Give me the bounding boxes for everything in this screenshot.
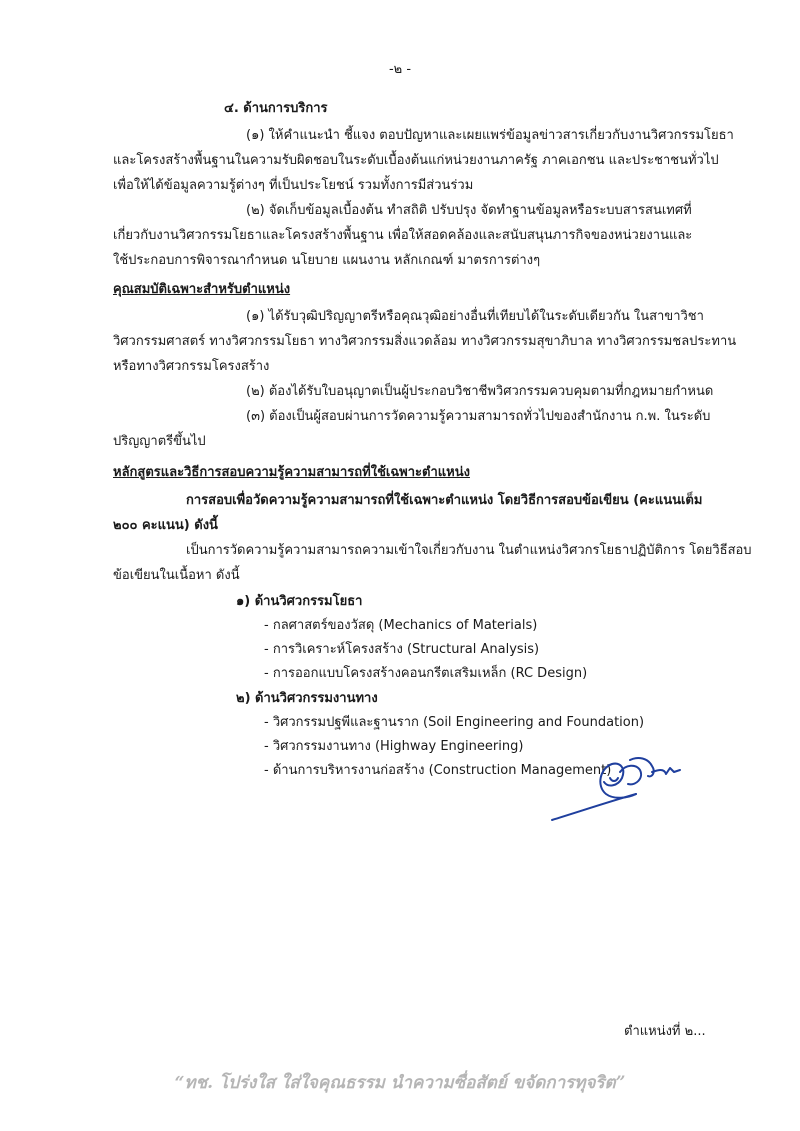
qualification-3-line1: (๓) ต้องเป็นผู้สอบผ่านการวัดความรู้ความสามารถทั่วไปของสำนักงาน ก.พ. ในระดับ (246, 409, 711, 424)
service-p1-line2: และโครงสร้างพื้นฐานในความรับผิดชอบในระดับเบื้องต้นแก่หน่วยงานภาครัฐ ภาคเอกชน และประชาชนทั่วไป (113, 153, 719, 168)
next-page-note: ตำแหน่งที่ ๒... (624, 1024, 706, 1039)
footer-slogan: “ทช. โปร่งใส ใส่ใจคุณธรรม นำความซื่อสัตย์ ขจัดการทุจริต” (174, 1073, 626, 1093)
qualifications-heading: คุณสมบัติเฉพาะสำหรับตำแหน่ง (113, 282, 291, 297)
exam-desc-line1: เป็นการวัดความรู้ความสามารถความเข้าใจเกี่ยวกับงาน ในตำแหน่งวิศวกรโยธาปฏิบัติการ โดยวิธีสอบ (186, 543, 752, 558)
service-p1-line1: (๑) ให้คำแนะนำ ชี้แจง ตอบปัญหาและเผยแพร่ข้อมูลข่าวสารเกี่ยวกับงานวิศวกรรมโยธา (246, 128, 734, 143)
topic-2-item: - ด้านการบริหารงานก่อสร้าง (Construction Management) (264, 763, 612, 778)
topic-2-item: - วิศวกรรมปฐพีและฐานราก (Soil Engineering and Foundation) (264, 715, 645, 730)
service-heading: ๔. ด้านการบริการ (224, 101, 328, 116)
service-p2-line1: (๒) จัดเก็บข้อมูลเบื้องต้น ทำสถิติ ปรับปรุง จัดทำฐานข้อมูลหรือระบบสารสนเทศที่ (246, 203, 692, 218)
qualification-1-line1: (๑) ได้รับวุฒิปริญญาตรีหรือคุณวุฒิอย่างอื่นที่เทียบได้ในระดับเดียวกัน ในสาขาวิชา (246, 309, 704, 324)
service-p1-line3: เพื่อให้ได้ข้อมูลความรู้ต่างๆ ที่เป็นประโยชน์ รวมทั้งการมีส่วนร่วม (113, 178, 474, 193)
topic-1-title: ๑) ด้านวิศวกรรมโยธา (236, 594, 363, 609)
topic-2-title: ๒) ด้านวิศวกรรมงานทาง (236, 691, 378, 706)
topic-1-item: - การออกแบบโครงสร้างคอนกรีตเสริมเหล็ก (RC Design) (264, 666, 588, 681)
topic-1-item: - การวิเคราะห์โครงสร้าง (Structural Analysis) (264, 642, 540, 657)
service-p2-line3: ใช้ประกอบการพิจารณากำหนด นโยบาย แผนงาน หลักเกณฑ์ มาตรการต่างๆ (113, 253, 541, 268)
qualification-1-line2: วิศวกรรมศาสตร์ ทางวิศวกรรมโยธา ทางวิศวกรรมสิ่งแวดล้อม ทางวิศวกรรมสุขาภิบาล ทางวิศวกรรมชลประทาน (113, 334, 737, 349)
exam-heading: หลักสูตรและวิธีการสอบความรู้ความสามารถที่ใช้เฉพาะตำแหน่ง (113, 465, 470, 480)
qualification-1-line3: หรือทางวิศวกรรมโครงสร้าง (113, 359, 270, 374)
page-number: -๒ - (388, 62, 412, 77)
qualification-2: (๒) ต้องได้รับใบอนุญาตเป็นผู้ประกอบวิชาชีพวิศวกรรมควบคุมตามที่กฎหมายกำหนด (246, 384, 714, 399)
exam-desc-line2: ข้อเขียนในเนื้อหา ดังนี้ (113, 568, 240, 583)
service-p2-line2: เกี่ยวกับงานวิศวกรรมโยธาและโครงสร้างพื้นฐาน เพื่อให้สอดคล้องและสนับสนุนภารกิจของหน่วยงานและ (113, 228, 693, 243)
topic-1-item: - กลศาสตร์ของวัสดุ (Mechanics of Materials) (264, 618, 538, 633)
topic-2-item: - วิศวกรรมงานทาง (Highway Engineering) (264, 739, 524, 754)
signature-image (548, 750, 688, 830)
qualification-3-line2: ปริญญาตรีขึ้นไป (113, 434, 206, 449)
exam-method-line1: การสอบเพื่อวัดความรู้ความสามารถที่ใช้เฉพาะตำแหน่ง โดยวิธีการสอบข้อเขียน (คะแนนเต็ม (186, 493, 703, 508)
exam-method-line2: ๒๐๐ คะแนน) ดังนี้ (113, 518, 218, 533)
